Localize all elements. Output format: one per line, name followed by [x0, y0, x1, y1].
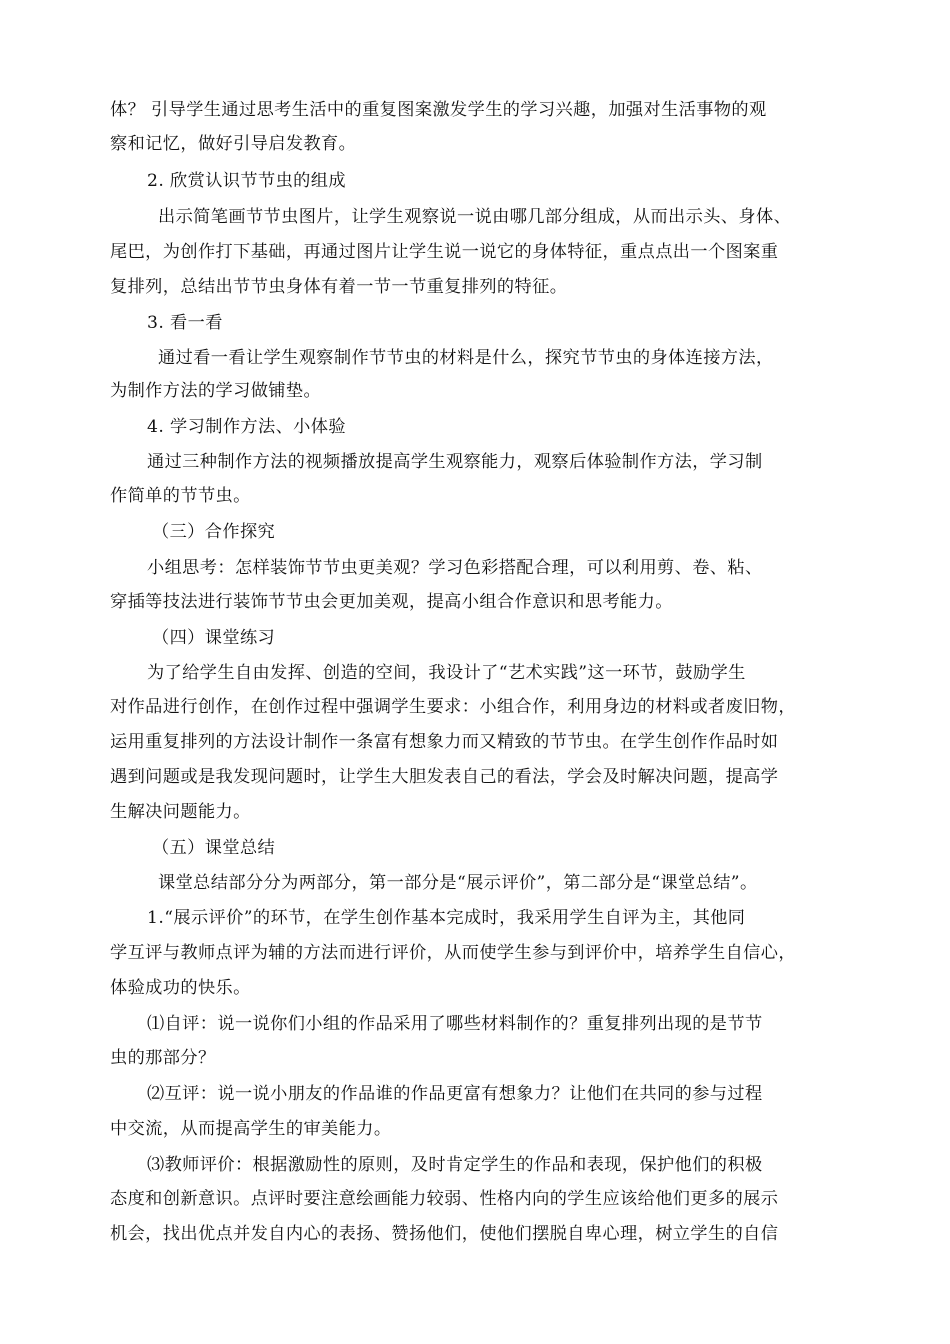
text-line: 穿插等技法进行装饰节节虫会更加美观，提高小组合作意识和思考能力。: [110, 592, 673, 612]
section-heading: （三）合作探究: [152, 522, 276, 542]
text-line: 察和记忆，做好引导启发教育。: [110, 134, 357, 154]
section-heading: （四）课堂练习: [152, 628, 276, 648]
text-line: 为制作方法的学习做铺垫。: [110, 381, 322, 401]
text-line: 体？ 引导学生通过思考生活中的重复图案激发学生的学习兴趣，加强对生活事物的观: [110, 100, 767, 120]
text-line: ⑴自评：说一说你们小组的作品采用了哪些材料制作的？重复排列出现的是节节: [147, 1014, 763, 1034]
section-heading: （五）课堂总结: [152, 838, 276, 858]
text-line: 对作品进行创作，在创作过程中强调学生要求：小组合作，利用身边的材料或者废旧物，: [110, 697, 796, 717]
text-line: 运用重复排列的方法设计制作一条富有想象力而又精致的节节虫。在学生创作作品时如: [110, 732, 779, 752]
text-line: 机会，找出优点并发自内心的表扬、赞扬他们，使他们摆脱自卑心理，树立学生的自信: [110, 1224, 779, 1244]
text-line: 生解决问题能力。: [110, 802, 251, 822]
section-heading: 3. 看一看: [147, 313, 223, 333]
section-heading: 4. 学习制作方法、小体验: [147, 417, 346, 437]
text-line: 作简单的节节虫。: [110, 486, 251, 506]
section-heading: 2. 欣赏认识节节虫的组成: [147, 171, 346, 191]
text-line: 学互评与教师点评为辅的方法而进行评价，从而使学生参与到评价中，培养学生自信心，: [110, 943, 796, 963]
text-line: 态度和创新意识。点评时要注意绘画能力较弱、性格内向的学生应该给他们更多的展示: [110, 1189, 779, 1209]
text-line: 中交流，从而提高学生的审美能力。: [110, 1119, 392, 1139]
text-line: 为了给学生自由发挥、创造的空间，我设计了“艺术实践”这一环节，鼓励学生: [147, 663, 746, 683]
text-line: 复排列，总结出节节虫身体有着一节一节重复排列的特征。: [110, 277, 568, 297]
text-line: ⑵互评：说一说小朋友的作品谁的作品更富有想象力？让他们在共同的参与过程: [147, 1084, 763, 1104]
text-line: 通过看一看让学生观察制作节节虫的材料是什么，探究节节虫的身体连接方法，: [158, 348, 774, 368]
text-line: 体验成功的快乐。: [110, 978, 251, 998]
text-line: 虫的那部分？: [110, 1048, 216, 1068]
text-line: ⑶教师评价：根据激励性的原则，及时肯定学生的作品和表现，保护他们的积极: [147, 1155, 763, 1175]
text-line: 遇到问题或是我发现问题时，让学生大胆发表自己的看法，学会及时解决问题，提高学: [110, 767, 779, 787]
text-line: 出示简笔画节节虫图片，让学生观察说一说由哪几部分组成，从而出示头、身体、: [158, 207, 792, 227]
text-line: 课堂总结部分分为两部分，第一部分是“展示评价”，第二部分是“课堂总结”。: [158, 873, 758, 893]
text-line: 1.“展示评价”的环节，在学生创作基本完成时，我采用学生自评为主，其他同: [147, 908, 746, 928]
text-line: 通过三种制作方法的视频播放提高学生观察能力，观察后体验制作方法，学习制: [147, 452, 763, 472]
text-line: 小组思考：怎样装饰节节虫更美观？学习色彩搭配合理，可以利用剪、卷、粘、: [147, 558, 763, 578]
text-line: 尾巴，为创作打下基础，再通过图片让学生说一说它的身体特征，重点点出一个图案重: [110, 242, 779, 262]
